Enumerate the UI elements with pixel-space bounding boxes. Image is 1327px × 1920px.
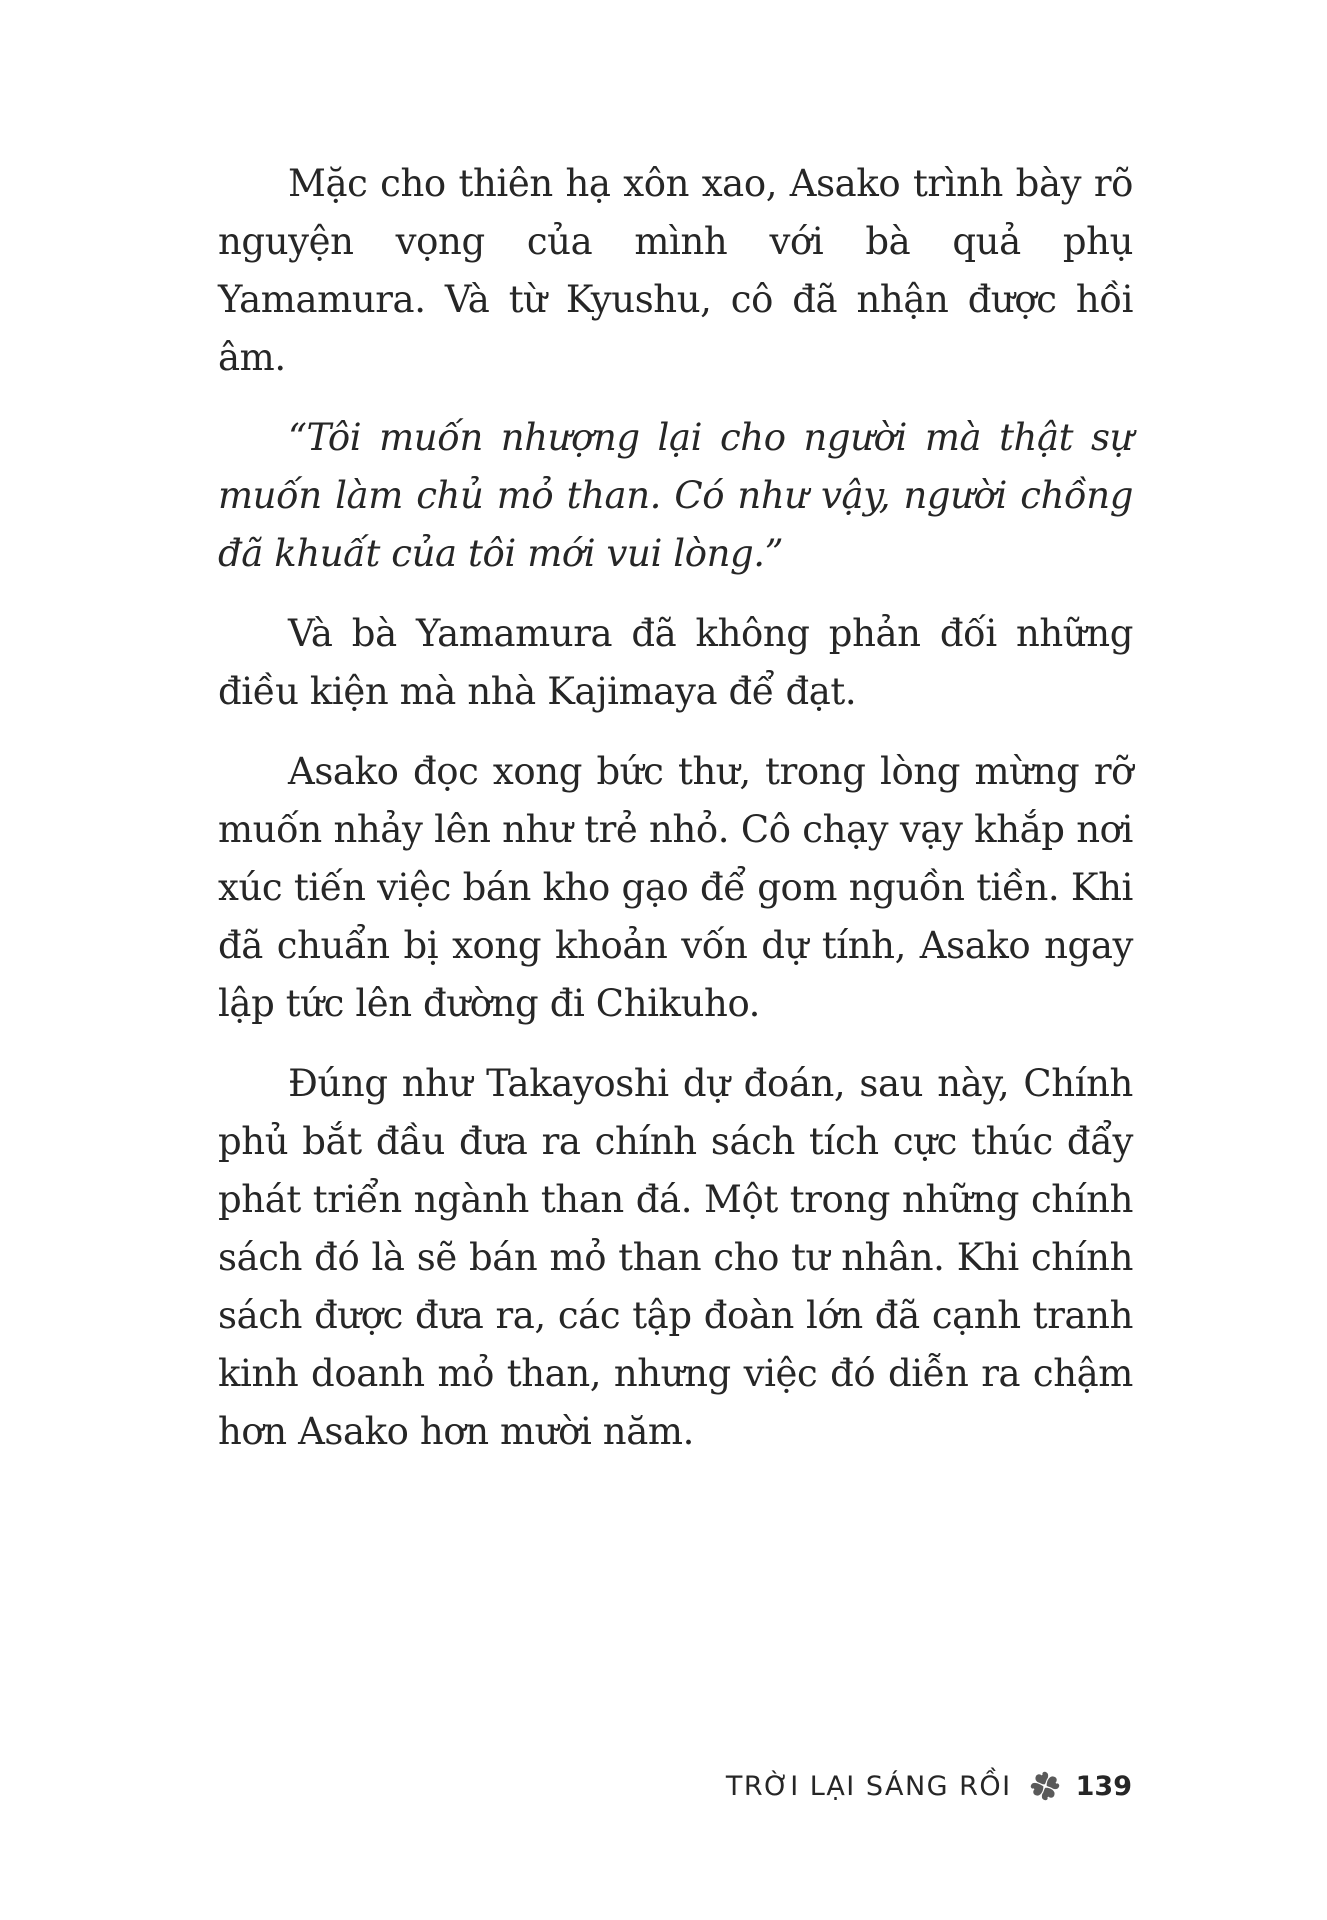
running-title: TRỜI LẠI SÁNG RỒI	[725, 1770, 1012, 1802]
paragraph-4: Asako đọc xong bức thư, trong lòng mừng rỡ muốn nhảy lên như trẻ nhỏ. Cô chạy vạy khắp nơi xúc tiến việc bán kho gạo để gom nguồn tiền. Khi đã chuẩn bị xong khoản vốn dự tính, Asako ngay lập tức lên đường đi Chikuho.	[218, 750, 1133, 1025]
paragraph-2-quote: “Tôi muốn nhượng lại cho người mà thật sự muốn làm chủ mỏ than. Có như vậy, người chồng đã khuất của tôi mới vui lòng.”	[218, 416, 1133, 575]
body-text	[218, 155, 1133, 1483]
page-footer	[726, 1769, 1132, 1803]
clover-icon	[1028, 1769, 1062, 1803]
page-number: 139	[1075, 1770, 1132, 1802]
paragraph-5: Đúng như Takayoshi dự đoán, sau này, Chính phủ bắt đầu đưa ra chính sách tích cực thúc đẩy phát triển ngành than đá. Một trong những chính sách đó là sẽ bán mỏ than cho tư nhân. Khi chính sách được đưa ra, các tập đoàn lớn đã cạnh tranh kinh doanh mỏ than, nhưng việc đó diễn ra chậm hơn Asako hơn mười năm.	[218, 1062, 1133, 1453]
paragraph-1: Mặc cho thiên hạ xôn xao, Asako trình bày rõ nguyện vọng của mình với bà quả phụ Yamamura. Và từ Kyushu, cô đã nhận được hồi âm.	[218, 162, 1133, 379]
paragraph-3: Và bà Yamamura đã không phản đối những điều kiện mà nhà Kajimaya để đạt.	[218, 612, 1133, 713]
